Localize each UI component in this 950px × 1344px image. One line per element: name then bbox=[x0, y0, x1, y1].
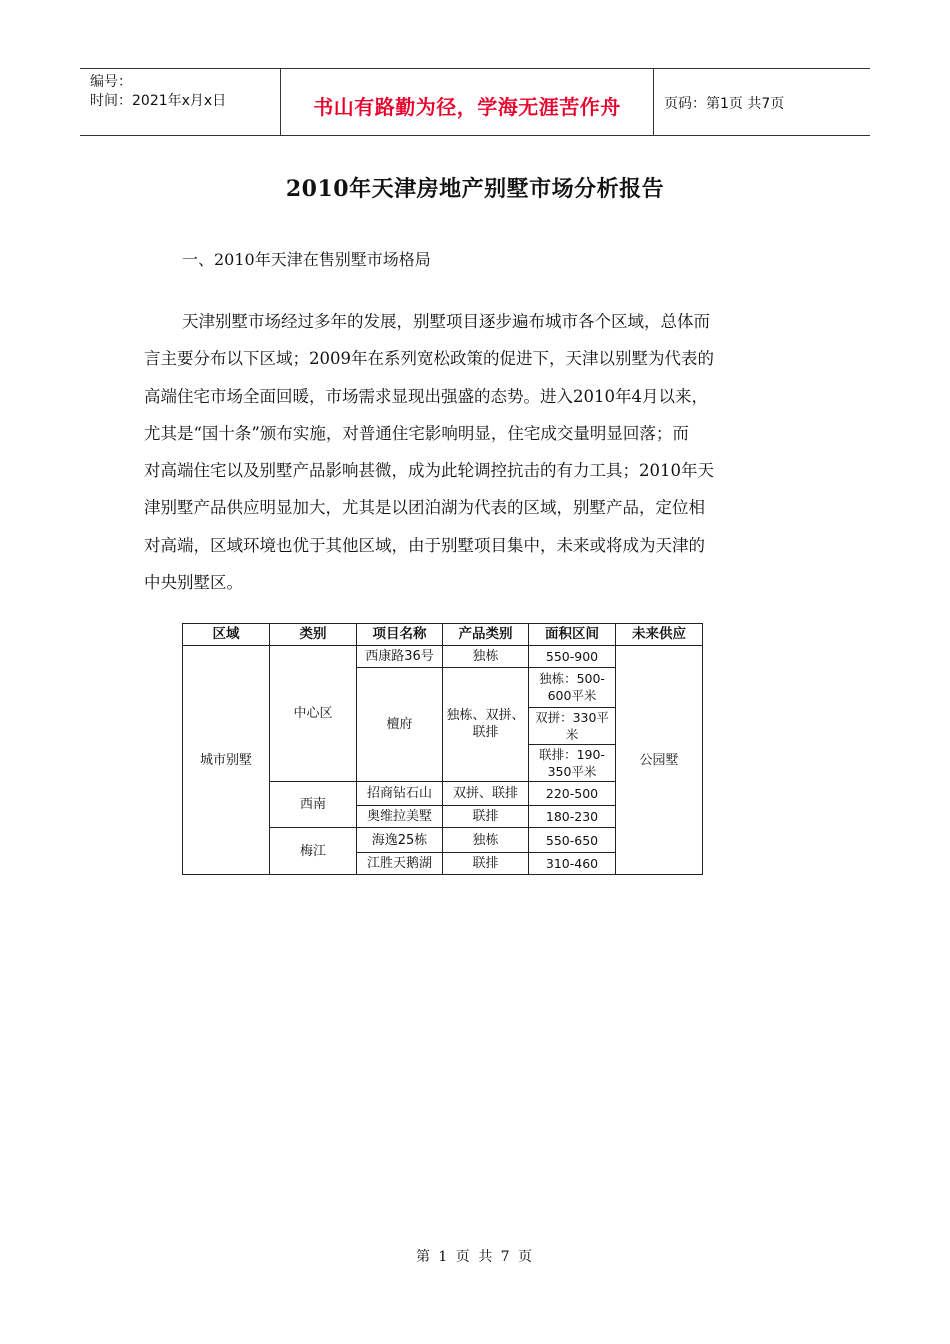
paragraph-line: 津别墅产品供应明显加大，尤其是以团泊湖为代表的区域，别墅产品，定位相 bbox=[144, 498, 705, 518]
page-footer: 第 1 页 共 7 页 bbox=[415, 1249, 535, 1265]
paragraph-line: 对高端住宅以及别墅产品影响甚微，成为此轮调控抗击的有力工具；2010年天 bbox=[144, 461, 714, 481]
project-name-cell: 奥维拉美墅 bbox=[357, 806, 443, 828]
future-supply-cell: 公园墅 bbox=[616, 646, 703, 875]
product-type-cell: 独栋 bbox=[443, 828, 529, 853]
document-title: 2010年天津房地产别墅市场分析报告 bbox=[285, 176, 665, 202]
header-page-info: 页码：第1页 共7页 bbox=[664, 96, 785, 112]
project-name-cell: 招商钻石山 bbox=[357, 781, 443, 806]
area-cell: 联排：190-350平米 bbox=[529, 744, 616, 781]
table-header: 产品类别 bbox=[443, 624, 529, 646]
area-cell: 550-650 bbox=[529, 828, 616, 853]
area-cell: 310-460 bbox=[529, 853, 616, 875]
paragraph-line: 天津别墅市场经过多年的发展，别墅项目逐步遍布城市各个区域，总体而 bbox=[182, 312, 710, 331]
time-label: 时间：2021年x月x日 bbox=[90, 93, 227, 109]
body-paragraph bbox=[144, 303, 804, 601]
project-name-cell: 西康路36号 bbox=[357, 646, 443, 668]
villa-table bbox=[182, 623, 703, 875]
table-header: 面积区间 bbox=[529, 624, 616, 646]
paragraph-line: 中央别墅区。 bbox=[144, 573, 243, 593]
area-cell: 双拼：330平米 bbox=[529, 707, 616, 744]
category-cell: 西南 bbox=[270, 781, 357, 828]
table-header: 未来供应 bbox=[616, 624, 703, 646]
product-type-cell: 独栋、双拼、联排 bbox=[443, 668, 529, 782]
table-header: 项目名称 bbox=[357, 624, 443, 646]
area-cell: 550-900 bbox=[529, 646, 616, 668]
area-cell: 180-230 bbox=[529, 806, 616, 828]
category-cell: 梅江 bbox=[270, 828, 357, 875]
header-motto: 书山有路勤为径，学海无涯苦作舟 bbox=[281, 69, 654, 135]
area-cell: 220-500 bbox=[529, 781, 616, 806]
table-row bbox=[183, 646, 703, 668]
paragraph-line: 高端住宅市场全面回暖，市场需求显现出强盛的态势。进入2010年4月以来， bbox=[144, 386, 708, 406]
project-name-cell: 江胜天鹅湖 bbox=[357, 853, 443, 875]
project-name-cell: 海逸25栋 bbox=[357, 828, 443, 853]
product-type-cell: 独栋 bbox=[443, 646, 529, 668]
area-cell: 独栋：500-600平米 bbox=[529, 668, 616, 708]
table-header: 区域 bbox=[183, 624, 270, 646]
header-meta bbox=[80, 69, 281, 135]
paragraph-line: 言主要分布以下区域；2009年在系列宽松政策的促进下，天津以别墅为代表的 bbox=[144, 349, 714, 369]
paragraph-line: 对高端，区域环境也优于其他区域，由于别墅项目集中，未来或将成为天津的 bbox=[144, 535, 705, 555]
category-cell: 中心区 bbox=[270, 646, 357, 782]
paragraph-line: 尤其是“国十条”颁布实施，对普通住宅影响明显，住宅成交量明显回落；而 bbox=[144, 423, 689, 443]
number-label: 编号： bbox=[90, 74, 132, 90]
section-heading: 一、2010年天津在售别墅市场格局 bbox=[182, 250, 431, 269]
product-type-cell: 联排 bbox=[443, 806, 529, 828]
project-name-cell: 檀府 bbox=[357, 668, 443, 782]
table-header-row bbox=[183, 624, 703, 646]
product-type-cell: 联排 bbox=[443, 853, 529, 875]
document-header bbox=[80, 68, 870, 136]
product-type-cell: 双拼、联排 bbox=[443, 781, 529, 806]
region-cell: 城市别墅 bbox=[183, 646, 270, 875]
table-header: 类别 bbox=[270, 624, 357, 646]
